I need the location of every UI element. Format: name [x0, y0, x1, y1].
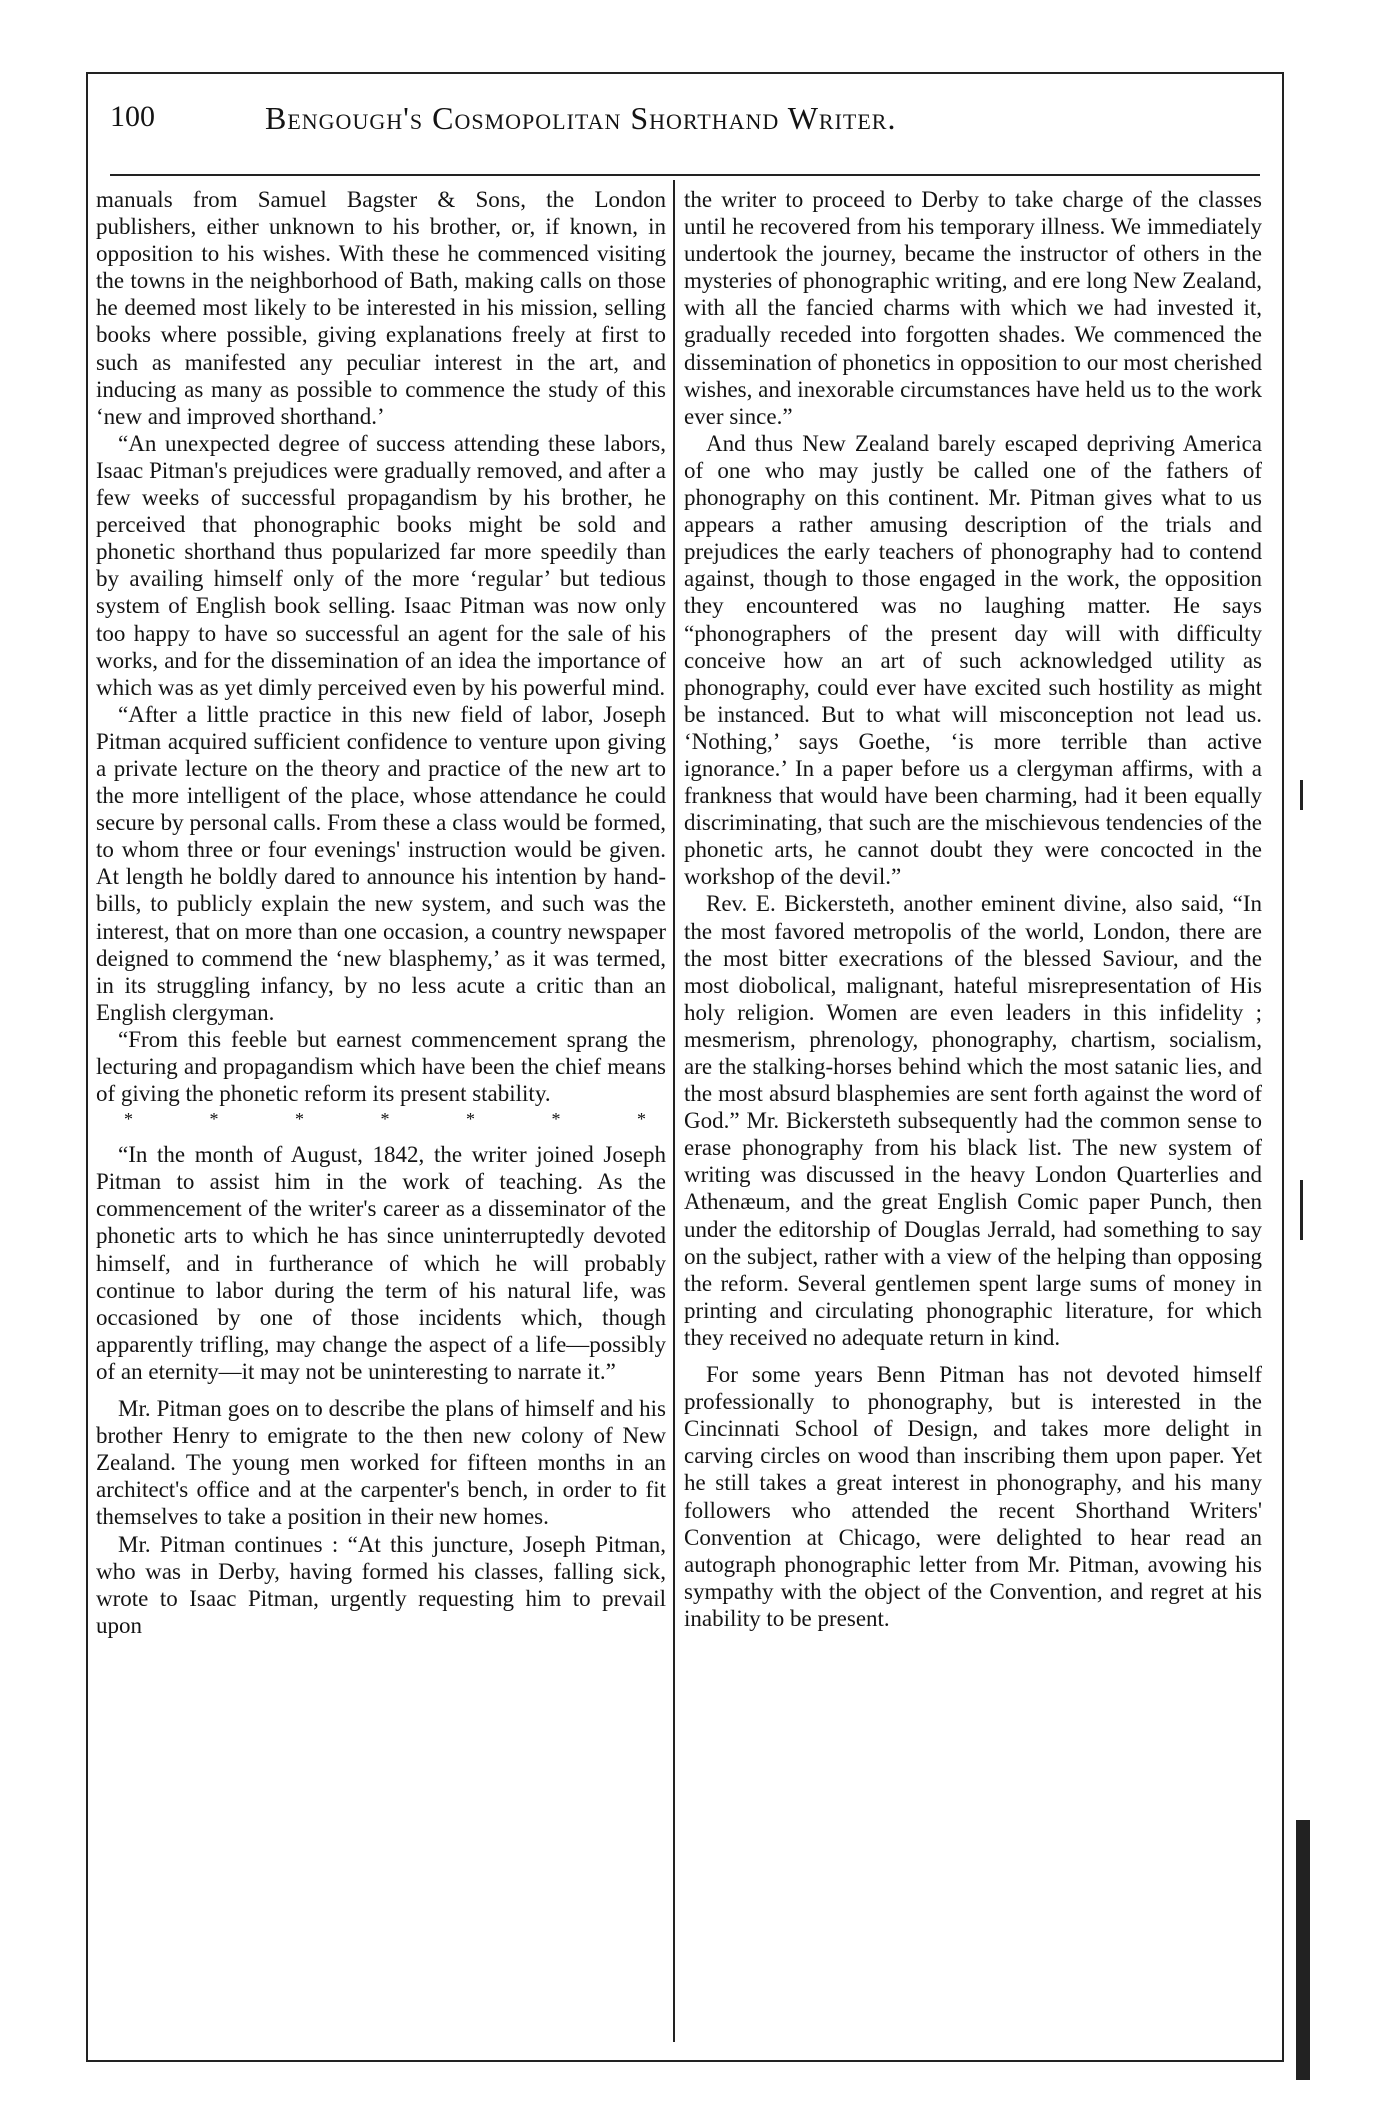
paragraph: Mr. Pitman continues : “At this juncture, Joseph Pitman, who was in Derby, having formed his classes, falling sick, wrote to Isaac Pitman, urgently requesting him to prevail upon: [96, 1531, 666, 1638]
scan-mark: [1300, 780, 1303, 810]
paragraph: And thus New Zealand barely escaped depriving America of one who may justly be called one of the fathers of phonography on this continent. Mr. Pitman gives what to us appears a rather amusing description of the trials and prejudices the early teachers of phonography had to contend against, though to those engaged in the work, the opposition they encountered was no laughing matter. He says “phonographers of the present day will with difficulty conceive how an art of such acknowledged utility as phonography, could ever have excited such hostility as might be instanced. But to what will misconception not lead us. ‘Nothing,’ says Goethe, ‘is more terrible than active ignorance.’ In a paper before us a clergyman affirms, with a frankness that would have been charming, had it been equally discriminating, that such are the mischievous tendencies of the phonetic arts, he cannot doubt they were concocted in the workshop of the devil.”: [684, 430, 1262, 890]
paragraph: Mr. Pitman goes on to describe the plans of himself and his brother Henry to emigrate to the then new colony of New Zealand. The young men worked for fifteen months in an architect's office and at the carpenter's bench, in order to fit themselves to take a position in their new homes.: [96, 1396, 666, 1530]
paragraph: manuals from Samuel Bagster & Sons, the London publishers, either unknown to his brother, or, if known, in opposition to his wishes. With these he commenced visiting the towns in the neighborhood of Bath, making calls on those he deemed most likely to be interested in his mission, selling books where possible, giving explanations freely at first to such as manifested any peculiar interest in the art, and inducing as many as possible to commence the study of this ‘new and improved shorthand.’: [96, 187, 666, 429]
star: *: [380, 1109, 390, 1130]
scan-mark: [1296, 1820, 1310, 2080]
running-title: Bengough's Cosmopolitan Shorthand Writer.: [265, 100, 897, 136]
paragraph: “An unexpected degree of success attending these labors, Isaac Pitman's prejudices were gradually removed, and after a few weeks of successful propagandism by his brother, he perceived that phonographic books might be sold and phonetic shorthand thus popularized far more speedily than by availing himself only of the more ‘regular’ but tedious system of English book selling. Isaac Pitman was now only too happy to have so successful an agent for the sale of his works, and for the dissemination of an idea the importance of which was as yet dimly perceived even by his powerful mind.: [96, 430, 666, 700]
paragraph: the writer to proceed to Derby to take charge of the classes until he recovered from his temporary illness. We immediately undertook the journey, became the instructor of others in the mysteries of phonographic writing, and ere long New Zealand, with all the fancied charms with which we had invested it, gradually receded into forgotten shades. We commenced the dissemination of phonetics in opposition to our most cherished wishes, and inexorable circumstances have held us to the work ever since.”: [684, 187, 1262, 429]
star: *: [124, 1109, 133, 1130]
page-header: [110, 100, 1260, 160]
left-column: [96, 186, 666, 2046]
paragraph: Rev. E. Bickersteth, another eminent divine, also said, “In the most favored metropolis of the world, London, there are the most bitter execrations of the blessed Saviour, and the most diobolical, malignant, hateful misrepresentation of His holy religion. Women are even leaders in this infidelity ; mesmerism, phrenology, phonography, chartism, socialism, are the stalking-horses behind which the most satanic lies, and the most absurd blasphemies are sent forth against the word of God.” Mr. Bickersteth subsequently had the common sense to erase phonography from his black list. The new system of writing was discussed in the heavy London Quarterlies and Athenæum, and the great English Comic paper Punch, then under the editorship of Douglas Jerrald, had something to say on the subject, rather with a view of the helping than opposing the reform. Several gentlemen spent large sums of money in printing and circulating phonographic literature, for which they received no adequate return in kind.: [684, 891, 1262, 1350]
star: *: [551, 1109, 561, 1130]
star: *: [295, 1109, 304, 1130]
star: *: [209, 1109, 219, 1130]
page-number: 100: [110, 100, 155, 133]
paragraph: “From this feeble but earnest commencement sprang the lecturing and propagandism which have been the chief means of giving the phonetic reform its present stability.: [96, 1026, 666, 1107]
column-divider: [673, 180, 675, 2042]
paragraph: “In the month of August, 1842, the writer joined Joseph Pitman to assist him in the work of teaching. As the commencement of the writer's career as a disseminator of the phonetic arts to which he has since uninterruptedly devoted himself, and in furtherance of which he will probably continue to labor during the term of his natural life, was occasioned by one of those incidents which, though apparently trifling, may change the aspect of a life—possibly of an eternity—it may not be uninteresting to narrate it.”: [96, 1142, 666, 1384]
section-break: [96, 1107, 666, 1131]
star: *: [637, 1109, 646, 1130]
paragraph: “After a little practice in this new field of labor, Joseph Pitman acquired sufficient confidence to venture upon giving a private lecture on the theory and practice of the new art to the more intelligent of the place, whose attendance he could secure by personal calls. From these a class would be formed, to whom three or four evenings' instruction would be given. At length he boldly dared to announce his intention by hand-bills, to publicly explain the new system, and such was the interest, that on more than one occasion, a country newspaper deigned to commend the ‘new blasphemy,’ as it was termed, in its struggling infancy, by no less acute a critic than an English clergyman.: [96, 701, 666, 1025]
header-rule: [110, 174, 1260, 176]
right-column: [684, 186, 1262, 2046]
scan-mark: [1300, 1180, 1303, 1240]
paragraph: For some years Benn Pitman has not devoted himself professionally to phonography, but is interested in the Cincinnati School of Design, and takes more delight in carving circles on wood than inscribing them upon paper. Yet he still takes a great interest in phonography, and his many followers who attended the recent Shorthand Writers' Convention at Chicago, were delighted to hear read an autograph phonographic letter from Mr. Pitman, avowing his sympathy with the object of the Convention, and regret at his inability to be present.: [684, 1362, 1262, 1631]
star: *: [466, 1109, 475, 1130]
